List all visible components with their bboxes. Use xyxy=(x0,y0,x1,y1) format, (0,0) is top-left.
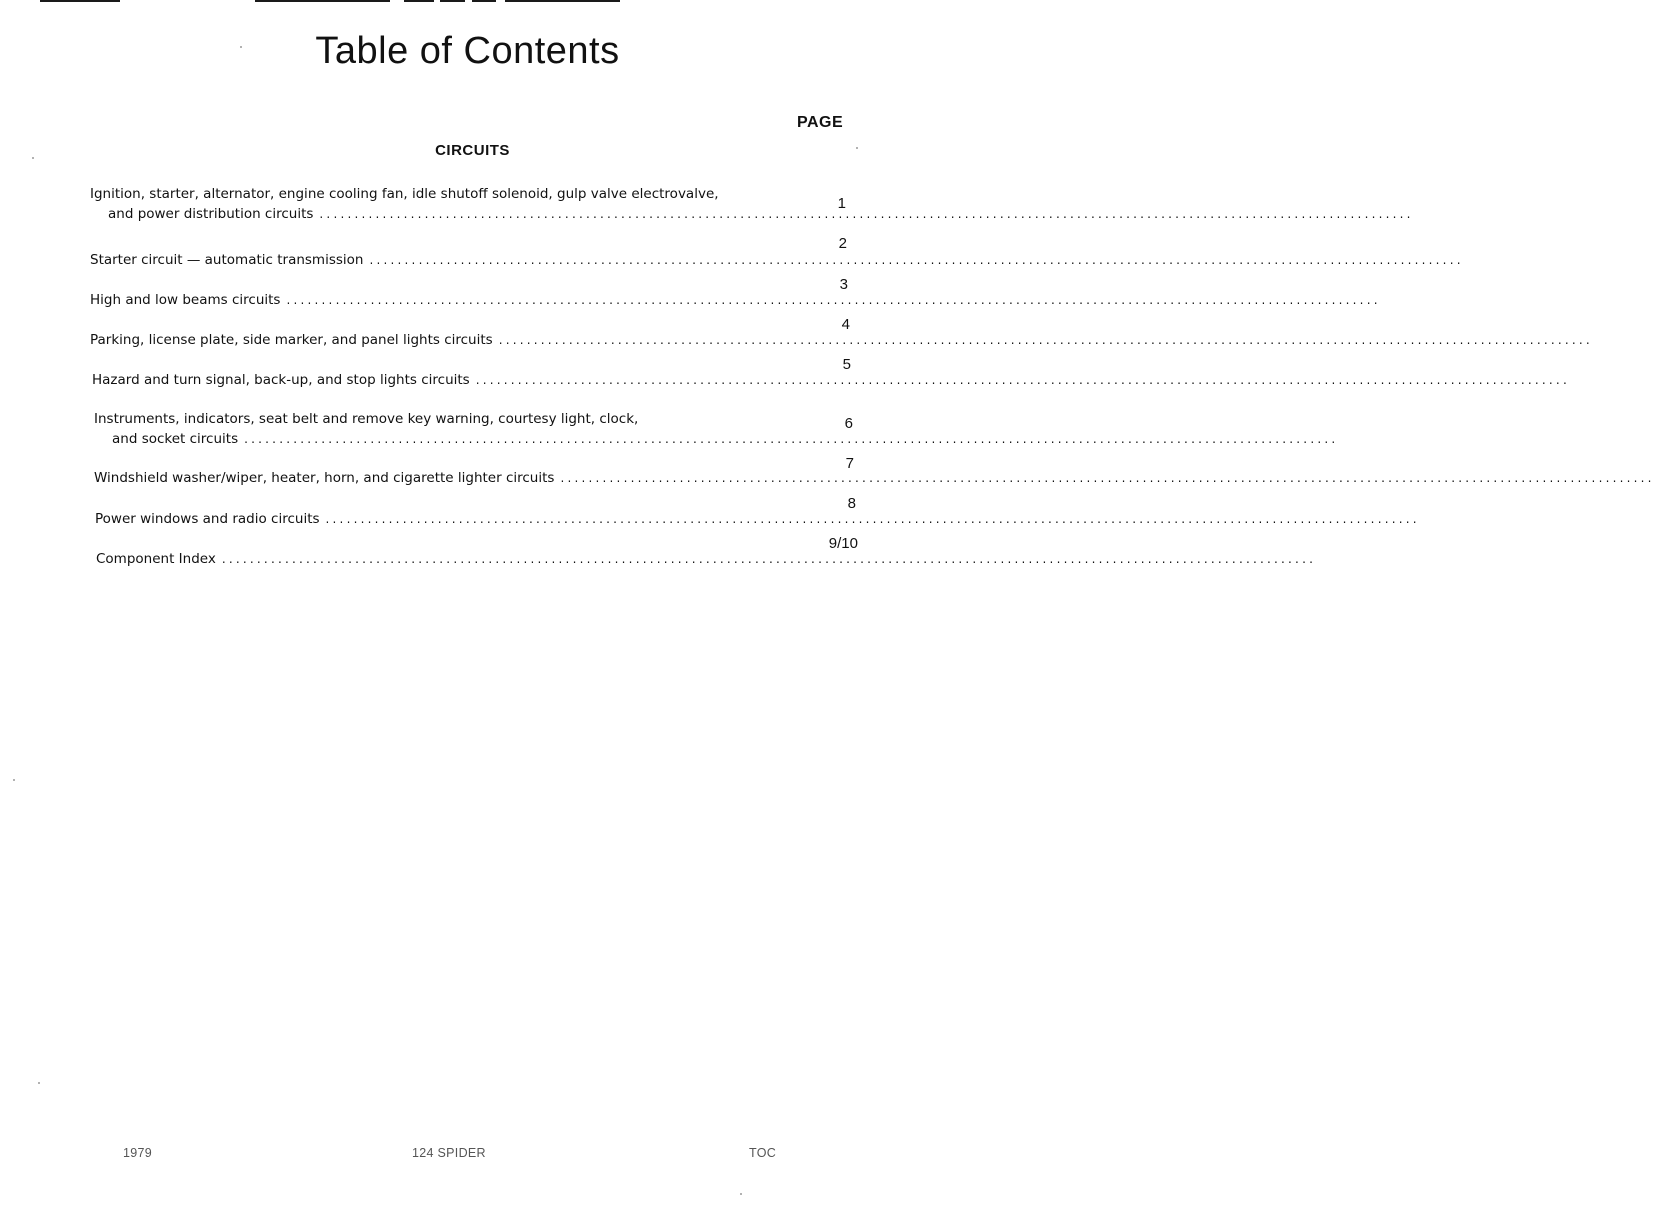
section-heading: CIRCUITS xyxy=(435,142,510,159)
dot-leader: ............................................................................................................................................................ xyxy=(244,432,1339,446)
toc-entry-label: Power windows and radio circuits xyxy=(95,511,320,527)
toc-entry[interactable] xyxy=(92,370,1570,390)
footer-model: 124 SPIDER xyxy=(412,1146,486,1160)
toc-page-number: 2 xyxy=(838,235,847,252)
dot-leader: ............................................................................................................................................................ xyxy=(369,253,1464,267)
page-title: Table of Contents xyxy=(315,30,620,72)
dot-leader: ............................................................................................................................................................ xyxy=(221,552,1317,566)
toc-page-number: 8 xyxy=(847,495,856,512)
toc-entry-line: Ignition, starter, alternator, engine cooling fan, idle shutoff solenoid, gulp valve electrovalve, xyxy=(90,186,719,202)
toc-entry-label: Hazard and turn signal, back-up, and stop lights circuits xyxy=(92,372,470,388)
toc-page-number: 7 xyxy=(845,455,854,472)
footer-year: 1979 xyxy=(123,1146,153,1160)
dot-leader: ............................................................................................................................................................ xyxy=(286,293,1381,307)
toc-entry-label: and socket circuits xyxy=(112,431,239,447)
toc-entry[interactable] xyxy=(90,330,1593,350)
toc-entry[interactable] xyxy=(94,468,1655,488)
toc-entry[interactable] xyxy=(90,290,1381,310)
page-column-header: PAGE xyxy=(797,114,844,131)
toc-entry-label: Parking, license plate, side marker, and panel lights circuits xyxy=(90,332,493,348)
toc-page-number: 9/10 xyxy=(828,535,858,552)
toc-entry[interactable] xyxy=(95,509,1420,529)
toc-page-number: 6 xyxy=(844,415,853,432)
dot-leader: ............................................................................................................................................................ xyxy=(325,512,1420,526)
footer-code: TOC xyxy=(749,1146,777,1160)
toc-page-number: 5 xyxy=(842,356,851,373)
toc-entry[interactable] xyxy=(90,184,1414,224)
toc-entry[interactable] xyxy=(90,250,1464,270)
toc-entry-line: Instruments, indicators, seat belt and remove key warning, courtesy light, clock, xyxy=(94,411,639,427)
toc-entry[interactable] xyxy=(96,549,1317,569)
toc-entry-label: Component Index xyxy=(96,551,216,567)
toc-entry-label: and power distribution circuits xyxy=(108,206,314,222)
dot-leader: ............................................................................................................................................................ xyxy=(319,207,1414,221)
toc-page-number: 1 xyxy=(837,195,846,212)
toc-page-number: 4 xyxy=(841,316,850,333)
toc-entry-label: Windshield washer/wiper, heater, horn, and cigarette lighter circuits xyxy=(94,470,555,486)
dot-leader: ............................................................................................................................................................ xyxy=(560,471,1655,485)
toc-entry[interactable] xyxy=(94,409,1339,449)
dot-leader: ............................................................................................................................................................ xyxy=(475,373,1570,387)
toc-entry-label: Starter circuit — automatic transmission xyxy=(90,252,364,268)
dot-leader: ............................................................................................................................................................ xyxy=(498,333,1593,347)
toc-entry-label: High and low beams circuits xyxy=(90,292,281,308)
toc-page-number: 3 xyxy=(839,276,848,293)
